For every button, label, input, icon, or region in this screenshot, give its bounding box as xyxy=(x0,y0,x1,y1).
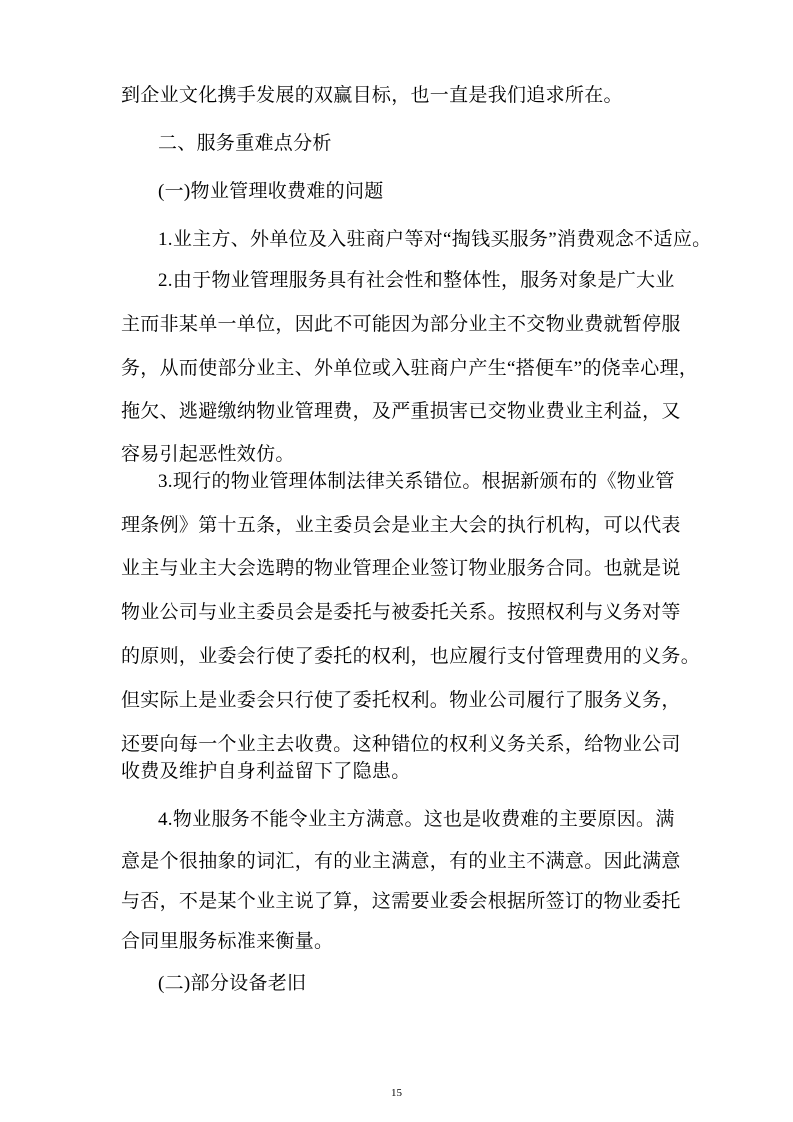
paragraph-line: 与否，不是某个业主说了算，这需要业委会根据所签订的物业委托 xyxy=(121,891,681,912)
paragraph-line: 理条例》第十五条，业主委员会是业主大会的执行机构，可以代表 xyxy=(121,515,681,536)
paragraph-line: 务，从而使部分业主、外单位或入驻商户产生“搭便车”的侥幸心理， xyxy=(121,358,699,379)
paragraph-line: 容易引起恶性效仿。 xyxy=(121,444,295,465)
paragraph-line: 主而非某单一单位，因此不可能因为部分业主不交物业费就暂停服 xyxy=(121,314,681,335)
paragraph-line: 还要向每一个业主去收费。这种错位的权利义务关系，给物业公司 xyxy=(121,734,681,755)
page-number: 15 xyxy=(391,1087,402,1099)
paragraph-line: 合同里服务标准来衡量。 xyxy=(121,931,334,952)
paragraph-line: 1.业主方、外单位及入驻商户等对“掏钱买服务”消费观念不适应。 xyxy=(158,229,712,250)
paragraph-line: 拖欠、逃避缴纳物业管理费，及严重损害已交物业费业主利益，又 xyxy=(121,401,681,422)
paragraph-line: 业主与业主大会选聘的物业管理企业签订物业服务合同。也就是说 xyxy=(121,558,681,579)
paragraph-line: 2.由于物业管理服务具有社会性和整体性，服务对象是广大业 xyxy=(158,270,675,291)
paragraph-line: 3.现行的物业管理体制法律关系错位。根据新颁布的《物业管 xyxy=(158,471,675,492)
paragraph-line: 收费及维护自身利益留下了隐患。 xyxy=(121,761,411,782)
paragraph-line: 的原则，业委会行使了委托的权利，也应履行支付管理费用的义务。 xyxy=(121,646,701,667)
paragraph-line: 意是个很抽象的词汇，有的业主满意，有的业主不满意。因此满意 xyxy=(121,851,681,872)
subsection-heading: (二)部分设备老旧 xyxy=(158,973,307,994)
subsection-heading: (一)物业管理收费难的问题 xyxy=(158,181,384,202)
paragraph-line: 物业公司与业主委员会是委托与被委托关系。按照权利与义务对等 xyxy=(121,602,681,623)
section-heading: 二、服务重难点分析 xyxy=(158,133,332,154)
paragraph-line: 到企业文化携手发展的双赢目标，也一直是我们追求所在。 xyxy=(121,85,623,106)
paragraph-line: 4.物业服务不能令业主方满意。这也是收费难的主要原因。满 xyxy=(158,809,675,830)
paragraph-line: 但实际上是业委会只行使了委托权利。物业公司履行了服务义务， xyxy=(121,690,681,711)
